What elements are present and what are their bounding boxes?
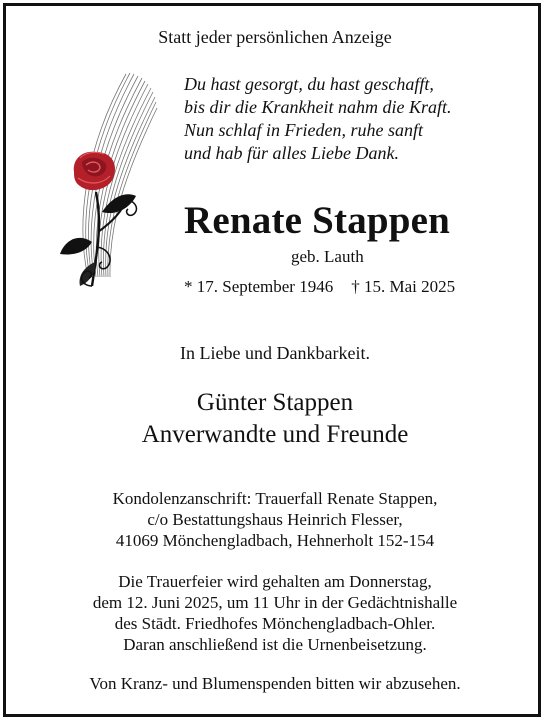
- condolence-address: [0, 488, 550, 551]
- ceremony-line: dem 12. Juni 2025, um 11 Uhr in der Gedächtnishalle: [92, 593, 458, 612]
- closing-note: Von Kranz- und Blumenspenden bitten wir abzusehen.: [89, 674, 461, 693]
- birth-name: geb. Lauth: [291, 247, 364, 266]
- poem-line: Du hast gesorgt, du hast geschafft,: [184, 74, 434, 94]
- survivor-relatives: Anverwandte und Freunde: [141, 421, 409, 448]
- ceremony-line: des Stādt. Friedhofes Mönchengladbach-Ohler.: [114, 614, 436, 633]
- ceremony-line: Die Trauerfeier wird gehalten am Donnerstag,: [118, 572, 432, 591]
- address-line: Kondolenzanschrift: Trauerfall Renate Stappen,: [112, 489, 438, 508]
- ceremony-line: Daran anschließend ist die Urnenbeisetzung.: [123, 635, 427, 654]
- death-date: † 15. Mai 2025: [351, 277, 456, 296]
- address-line: c/o Bestattungshaus Heinrich Flesser,: [147, 510, 403, 529]
- rose-icon: [52, 72, 176, 294]
- life-dates: [184, 277, 455, 297]
- dedication: In Liebe und Dankbarkeit.: [180, 343, 370, 363]
- ceremony-info: [0, 571, 550, 655]
- poem-line: bis dir die Krankheit nahm die Kraft.: [184, 97, 452, 117]
- poem: [184, 73, 452, 165]
- address-line: 41069 Mönchengladbach, Hehnerholt 152-154: [115, 531, 435, 550]
- survivor-name: Günter Stappen: [196, 389, 354, 416]
- birth-date: * 17. September 1946: [184, 277, 334, 296]
- poem-line: und hab für alles Liebe Dank.: [184, 143, 399, 163]
- poem-line: Nun schlaf in Frieden, ruhe sanft: [184, 120, 423, 140]
- deceased-name: Renate Stappen: [184, 199, 451, 242]
- notice-header: Statt jeder persönlichen Anzeige: [158, 27, 392, 47]
